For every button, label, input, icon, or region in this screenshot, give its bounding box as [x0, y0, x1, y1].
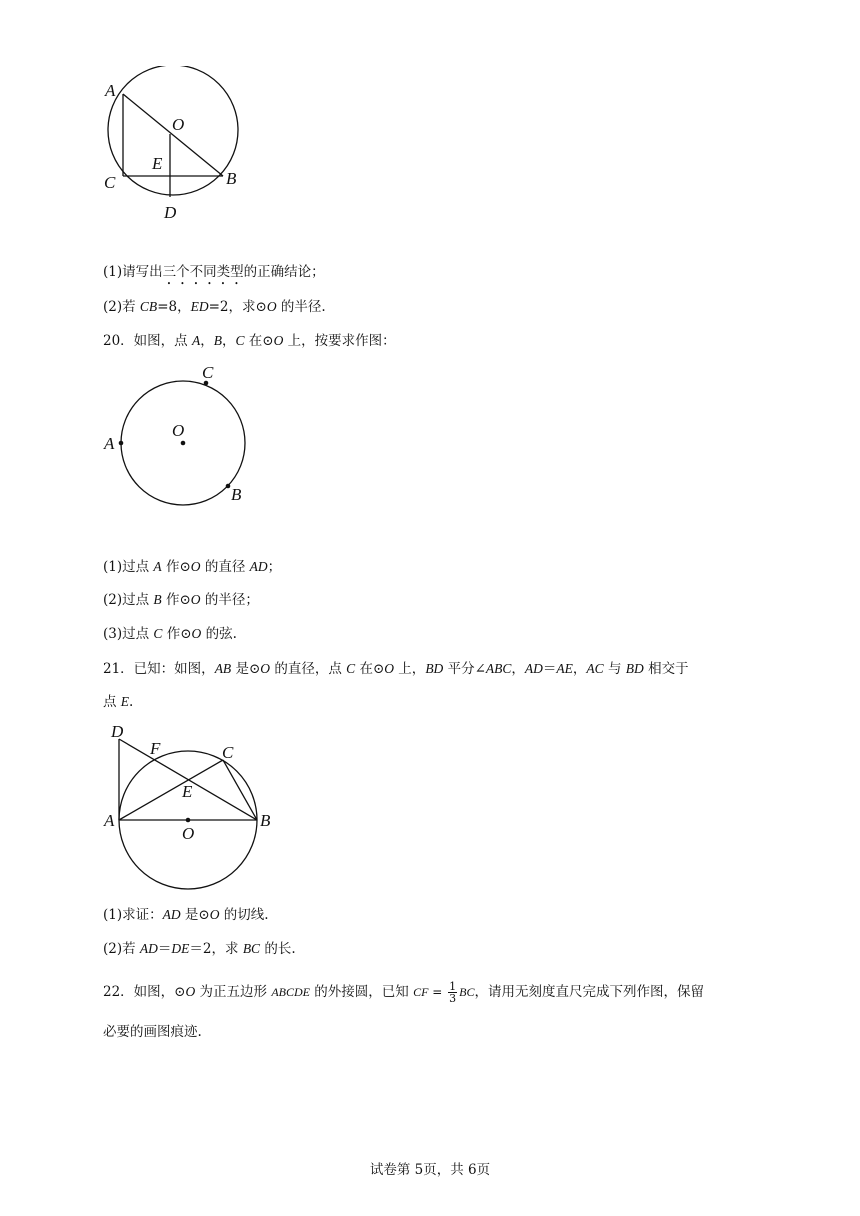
- q22-stem-line1: [103, 978, 704, 1006]
- fraction-numerator: 1: [449, 980, 457, 993]
- q21-part1: [103, 905, 269, 925]
- q20-label-b: B: [231, 485, 242, 504]
- text: 是⊙: [180, 907, 210, 923]
- text: (2)若: [103, 941, 140, 957]
- math-var: ABC: [485, 661, 512, 676]
- text: 20．如图，点: [103, 333, 192, 349]
- math-operator: =: [428, 985, 447, 999]
- q21-point-o: [186, 818, 191, 823]
- text: 21．已知：如图，: [103, 661, 215, 677]
- math-var: AD: [249, 559, 268, 574]
- q21-label-c: C: [222, 743, 234, 762]
- q21-stem-line1: [103, 659, 689, 679]
- q21-label-a: A: [104, 811, 115, 830]
- q19-label-a: A: [105, 81, 116, 100]
- text: (2)过点: [103, 592, 154, 608]
- q19-label-d: D: [164, 203, 177, 222]
- text: 为正五边形: [195, 984, 272, 1000]
- math-var: C: [235, 333, 245, 348]
- q20-figure: [100, 365, 260, 515]
- math-var: E: [120, 694, 130, 709]
- text: ，: [511, 661, 525, 677]
- math-var: O: [260, 661, 271, 676]
- math-var: CB: [139, 299, 158, 314]
- math-var: CF: [413, 985, 429, 999]
- math-var: ABCDE: [271, 985, 311, 999]
- q20-part3: [103, 624, 237, 644]
- q19-figure: [100, 66, 250, 226]
- q19-segment-ab: [123, 94, 223, 176]
- text: 作⊙: [161, 559, 191, 575]
- q20-part1: [103, 557, 281, 577]
- q20-part2: [103, 590, 259, 610]
- q21-stem-line2: [103, 692, 133, 712]
- text: 是⊙: [231, 661, 261, 677]
- text: =2，求⊙: [208, 299, 267, 315]
- math-var: C: [346, 661, 356, 676]
- q19-part1: [103, 262, 325, 288]
- text: 的直径，点: [270, 661, 347, 677]
- text: 的外接圆，已知: [310, 984, 414, 1000]
- math-var: AE: [556, 661, 573, 676]
- text: 必要的画图痕迹.: [103, 1024, 202, 1040]
- text: 上，: [394, 661, 426, 677]
- text: 上，按要求作图：: [283, 333, 396, 349]
- text: ，: [572, 661, 587, 677]
- text: 在⊙: [355, 661, 385, 677]
- q20-point-a: [119, 441, 124, 446]
- q19-label-o: O: [172, 115, 185, 134]
- text: 作⊙: [161, 592, 191, 608]
- q21-figure: [100, 722, 280, 892]
- math-var: O: [273, 333, 284, 348]
- math-var: B: [153, 592, 162, 607]
- q19-label-c: C: [104, 173, 116, 192]
- q21-label-o: O: [182, 824, 195, 843]
- text: 平分∠: [443, 661, 486, 677]
- text: ，: [221, 333, 236, 349]
- q19-label-e: E: [152, 154, 163, 173]
- fraction-denominator: 3: [449, 992, 457, 1005]
- q20-point-o: [181, 441, 186, 446]
- math-var: A: [191, 333, 201, 348]
- q21-part2: [103, 939, 296, 959]
- math-var: BC: [242, 941, 261, 956]
- math-var: O: [209, 907, 220, 922]
- math-var: AD: [139, 941, 158, 956]
- text: 的直径: [200, 559, 250, 575]
- text: ＝: [542, 661, 557, 677]
- text: (2)若: [103, 299, 140, 315]
- text: ，: [200, 333, 214, 349]
- math-var: ED: [190, 299, 209, 314]
- q20-label-c: C: [202, 365, 214, 382]
- text: 相交于: [643, 661, 689, 677]
- text: ，请用无刻度直尺完成下列作图，保留: [474, 984, 704, 1000]
- math-var: BC: [459, 985, 475, 999]
- q21-label-d: D: [111, 722, 124, 741]
- q19-part1-prefix: (1)请写出: [103, 264, 163, 280]
- text: (3)过点: [103, 626, 154, 642]
- text: ；: [267, 559, 282, 575]
- math-var: C: [153, 626, 163, 641]
- math-var: AD: [524, 661, 543, 676]
- text: ＝2，求: [189, 941, 243, 957]
- math-var: A: [153, 559, 162, 574]
- math-var: BD: [425, 661, 444, 676]
- q19-part2: [103, 297, 326, 317]
- text: =8，: [157, 299, 191, 315]
- q21-segment-cb: [223, 760, 257, 820]
- math-var: O: [266, 299, 277, 314]
- math-var: B: [213, 333, 222, 348]
- text: (1)求证：: [103, 907, 163, 923]
- math-var: AB: [214, 661, 232, 676]
- text: 的弦.: [201, 626, 237, 642]
- math-var: O: [185, 984, 196, 999]
- q20-label-a: A: [104, 434, 115, 453]
- math-var: O: [190, 592, 201, 607]
- page-footer: 试卷第 5页，共 6页: [369, 1162, 491, 1178]
- q20-label-o: O: [172, 421, 185, 440]
- text: 与: [603, 661, 626, 677]
- q20-stem: [103, 331, 396, 351]
- q22-stem-line2: [103, 1022, 202, 1042]
- text: 的切线.: [219, 907, 269, 923]
- math-var: AC: [586, 661, 604, 676]
- q20-point-b: [226, 484, 231, 489]
- text: (1)过点: [103, 559, 154, 575]
- math-var: O: [384, 661, 395, 676]
- text: 22．如图，⊙: [103, 984, 186, 1000]
- q19-part1-dotted: 三个不同类型: [162, 264, 244, 280]
- fraction-one-third: [448, 981, 457, 1004]
- q21-label-b: B: [260, 811, 271, 830]
- text: .: [129, 694, 134, 710]
- q19-label-b: B: [226, 169, 237, 188]
- text: 的半径；: [200, 592, 259, 608]
- text: 点: [103, 694, 121, 710]
- math-var: BD: [625, 661, 644, 676]
- math-var: DE: [171, 941, 190, 956]
- math-var: O: [191, 626, 202, 641]
- text: 作⊙: [162, 626, 192, 642]
- math-var: O: [190, 559, 201, 574]
- q19-part1-suffix: 的正确结论；: [243, 264, 325, 280]
- q21-label-e: E: [182, 782, 193, 801]
- text: 在⊙: [244, 333, 274, 349]
- math-var: AD: [162, 907, 181, 922]
- q21-label-f: F: [150, 739, 161, 758]
- text: 的半径.: [276, 299, 326, 315]
- text: 的长.: [260, 941, 296, 957]
- text: ＝: [157, 941, 172, 957]
